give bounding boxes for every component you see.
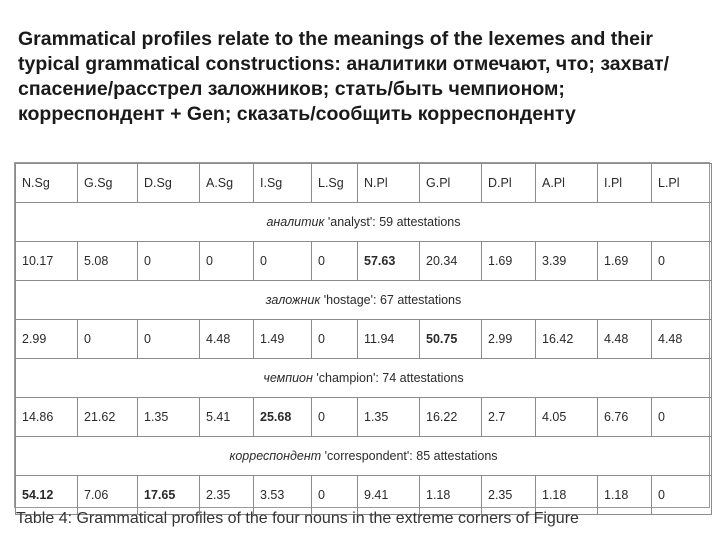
table-cell: 2.99 — [482, 320, 536, 359]
lexeme-word: заложник — [265, 293, 321, 307]
grammatical-profiles-table — [14, 162, 710, 508]
table-caption: Table 4: Grammatical profiles of the four nouns in the extreme corners of Figure — [16, 510, 579, 527]
column-header: G.Pl — [420, 164, 482, 203]
table-cell: 6.76 — [598, 398, 652, 437]
table-row — [16, 242, 712, 281]
slide-heading: Grammatical profiles relate to the meanings of the lexemes and their typical grammatical constructions: аналитики отмечают, что; захват/спасение/расстрел заложников; стать/быть чемпионом; корреспондент + Gen; сказать/сообщить корреспонденту — [18, 28, 670, 125]
table-cell: 1.35 — [358, 398, 420, 437]
lexeme-gloss: 'correspondent': 85 attestations — [324, 449, 498, 463]
table-cell: 16.22 — [420, 398, 482, 437]
profiles-table — [15, 163, 712, 515]
table-cell: 0 — [78, 320, 138, 359]
table-cell: 1.49 — [254, 320, 312, 359]
table-cell: 0 — [200, 242, 254, 281]
lexeme-title-row — [16, 437, 712, 476]
column-header: G.Sg — [78, 164, 138, 203]
table-cell: 1.69 — [482, 242, 536, 281]
table-cell: 4.48 — [200, 320, 254, 359]
table-cell: 14.86 — [16, 398, 78, 437]
table-cell: 57.63 — [358, 242, 420, 281]
table-cell: 9.41 — [358, 476, 420, 515]
column-header: N.Pl — [358, 164, 420, 203]
column-header: A.Sg — [200, 164, 254, 203]
table-cell: 2.7 — [482, 398, 536, 437]
lexeme-title-row — [16, 281, 712, 320]
table-cell: 4.48 — [598, 320, 652, 359]
table-cell: 17.65 — [138, 476, 200, 515]
table-cell: 0 — [138, 242, 200, 281]
column-header: D.Sg — [138, 164, 200, 203]
table-cell: 25.68 — [254, 398, 312, 437]
table-cell: 50.75 — [420, 320, 482, 359]
lexeme-title — [16, 203, 712, 242]
table-cell: 1.69 — [598, 242, 652, 281]
column-header: A.Pl — [536, 164, 598, 203]
lexeme-gloss: 'champion': 74 attestations — [316, 371, 464, 385]
lexeme-title — [16, 437, 712, 476]
table-cell: 2.35 — [482, 476, 536, 515]
table-cell: 7.06 — [78, 476, 138, 515]
lexeme-word: аналитик — [266, 215, 325, 229]
table-cell: 54.12 — [16, 476, 78, 515]
lexeme-title-row — [16, 359, 712, 398]
table-cell: 2.99 — [16, 320, 78, 359]
table-cell: 0 — [312, 320, 358, 359]
table-row — [16, 320, 712, 359]
table-cell: 4.48 — [652, 320, 712, 359]
lexeme-word: корреспондент — [229, 449, 322, 463]
table-cell: 0 — [312, 242, 358, 281]
table-cell: 16.42 — [536, 320, 598, 359]
table-cell: 0 — [312, 476, 358, 515]
table-cell: 20.34 — [420, 242, 482, 281]
lexeme-gloss: 'hostage': 67 attestations — [323, 293, 462, 307]
table-cell: 0 — [254, 242, 312, 281]
table-cell: 1.35 — [138, 398, 200, 437]
table-cell: 1.18 — [598, 476, 652, 515]
table-cell: 4.05 — [536, 398, 598, 437]
table-cell: 2.35 — [200, 476, 254, 515]
lexeme-title — [16, 359, 712, 398]
table-cell: 0 — [312, 398, 358, 437]
column-header: L.Sg — [312, 164, 358, 203]
table-cell: 0 — [138, 320, 200, 359]
lexeme-title — [16, 281, 712, 320]
table-header-row — [16, 164, 712, 203]
table-cell: 5.08 — [78, 242, 138, 281]
column-header: N.Sg — [16, 164, 78, 203]
table-cell: 0 — [652, 476, 712, 515]
lexeme-word: чемпион — [263, 371, 313, 385]
table-cell: 1.18 — [420, 476, 482, 515]
column-header: I.Pl — [598, 164, 652, 203]
table-cell: 21.62 — [78, 398, 138, 437]
lexeme-title-row — [16, 203, 712, 242]
table-cell: 1.18 — [536, 476, 598, 515]
table-cell: 0 — [652, 398, 712, 437]
table-cell: 11.94 — [358, 320, 420, 359]
column-header: L.Pl — [652, 164, 712, 203]
lexeme-gloss: 'analyst': 59 attestations — [327, 215, 461, 229]
table-cell: 0 — [652, 242, 712, 281]
table-row — [16, 398, 712, 437]
column-header: I.Sg — [254, 164, 312, 203]
column-header: D.Pl — [482, 164, 536, 203]
table-cell: 3.39 — [536, 242, 598, 281]
table-cell: 5.41 — [200, 398, 254, 437]
table-cell: 10.17 — [16, 242, 78, 281]
table-cell: 3.53 — [254, 476, 312, 515]
